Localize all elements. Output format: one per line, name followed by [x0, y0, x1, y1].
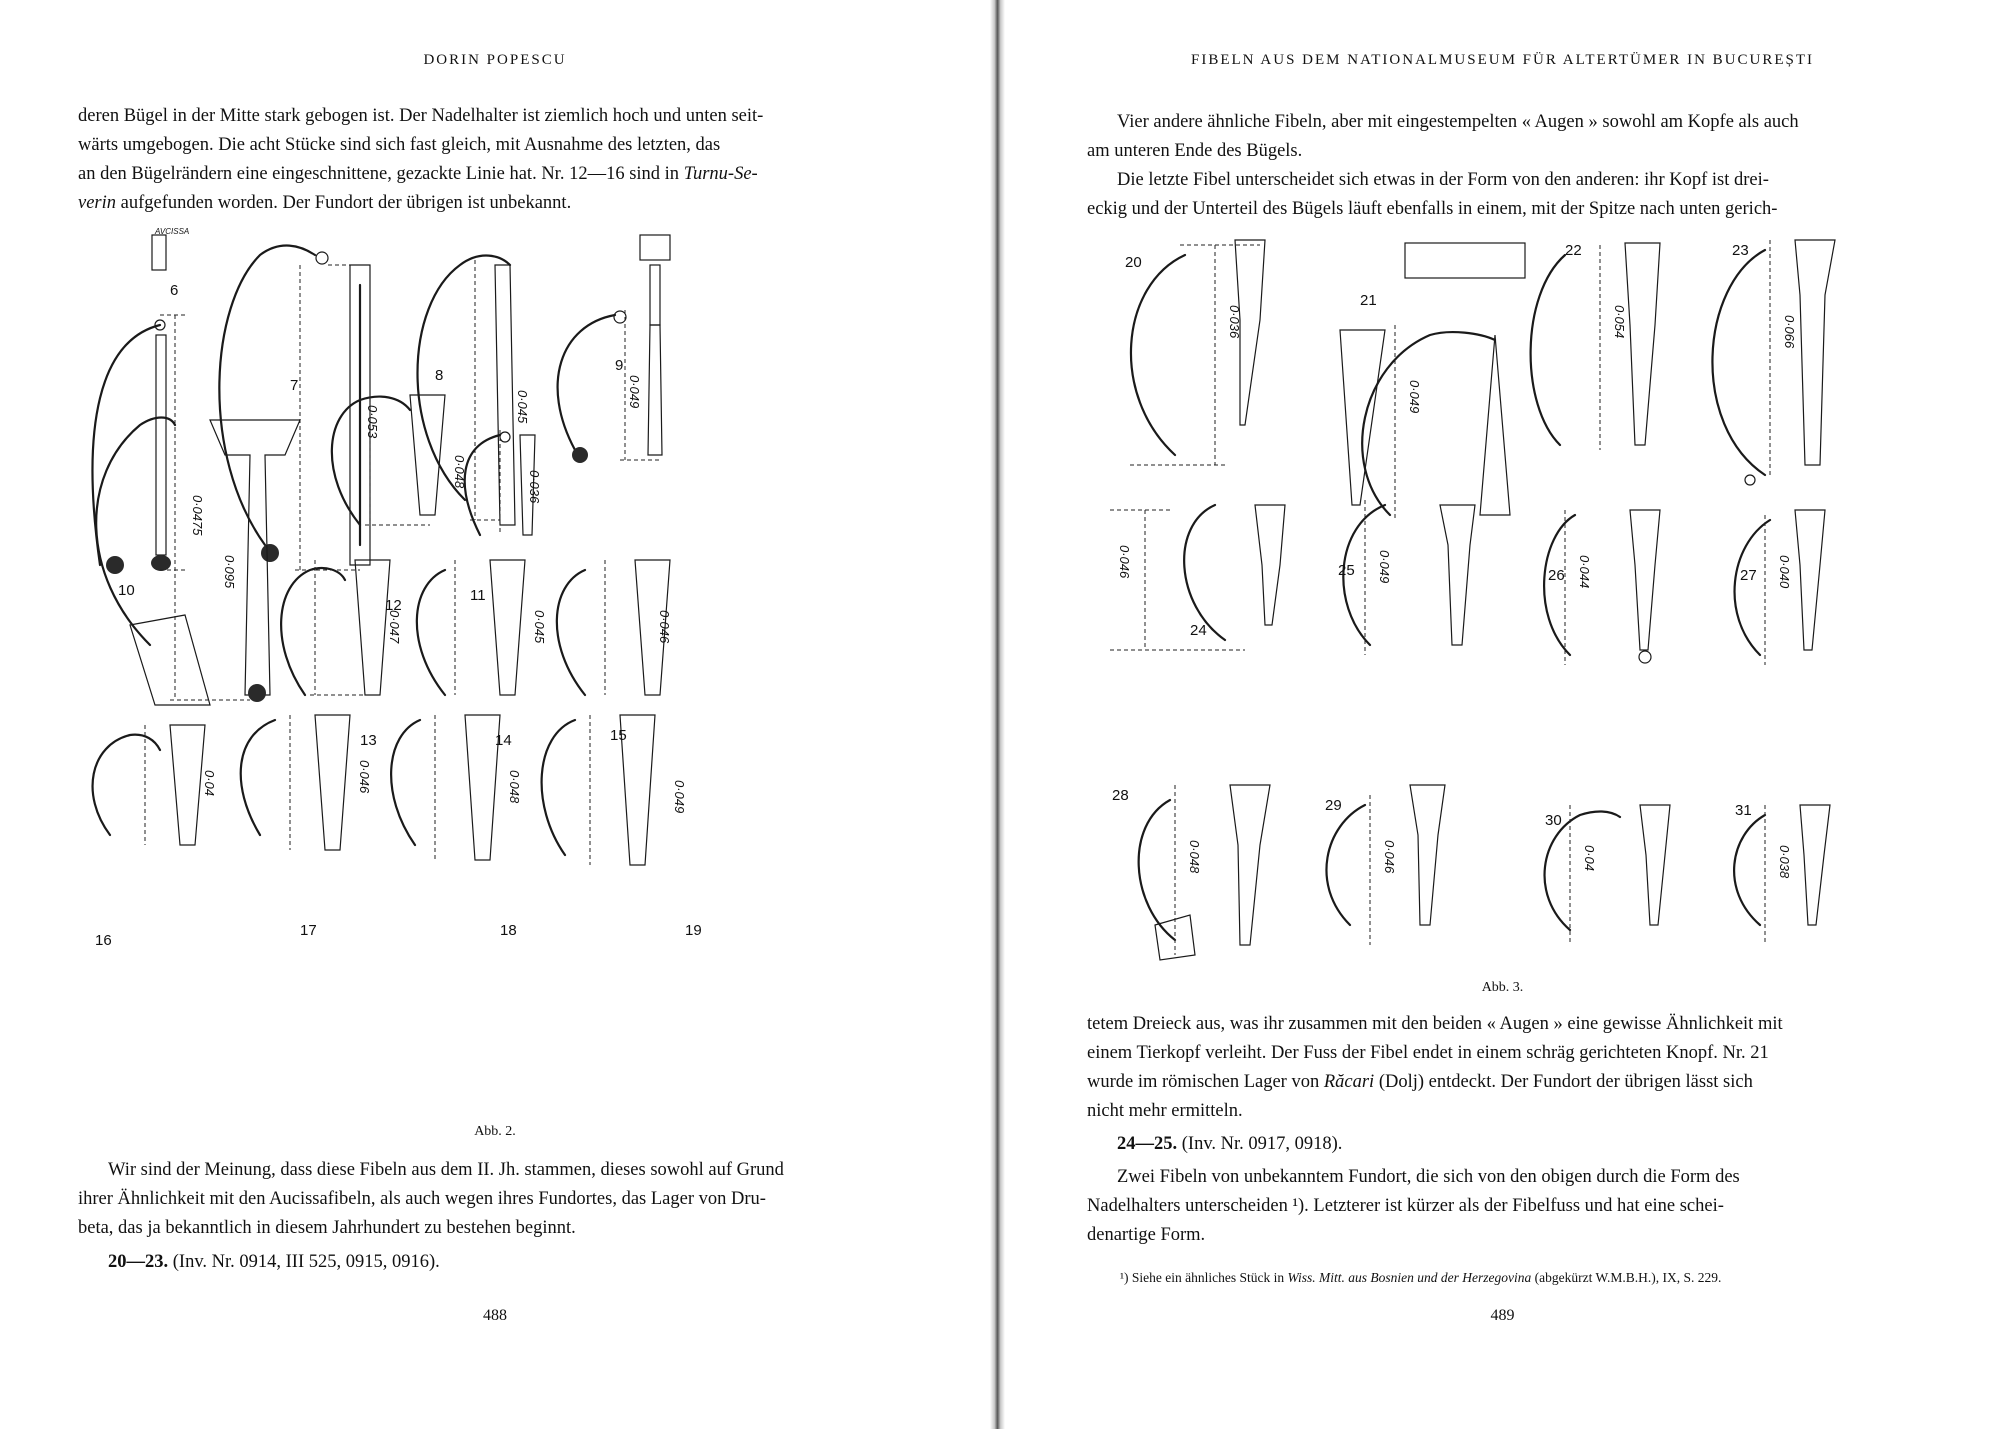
text-line: Wir sind der Meinung, dass diese Fibeln aus dem II. Jh. stammen, dieses sowohl auf Grund — [108, 1160, 784, 1180]
right-paragraph-4 — [1087, 1163, 1912, 1250]
figure-label: 27 — [1740, 567, 1757, 584]
figure-measure: 0·053 — [365, 405, 380, 439]
section-heading-24-25 — [1117, 1134, 1342, 1155]
figure-measure: 0·048 — [452, 455, 467, 489]
running-head-left: DORIN POPESCU — [423, 52, 567, 68]
text-line: deren Bügel in der Mitte stark gebogen ist. Der Nadelhalter ist ziemlich hoch und unten seit- — [78, 106, 764, 126]
text-line: Zwei Fibeln von unbekanntem Fundort, die sich von den obigen durch die Form des — [1117, 1167, 1740, 1187]
text-line: am unteren Ende des Bügels. — [1087, 141, 1303, 161]
figure-label: 16 — [95, 932, 112, 949]
figure-abb-2 — [60, 225, 880, 1120]
figure-measure: 0·049 — [1377, 550, 1392, 584]
figure-label: 14 — [495, 732, 512, 749]
figure-label: 6 — [170, 282, 179, 299]
section-inventory: (Inv. Nr. 0917, 0918). — [1181, 1134, 1343, 1154]
fibula-19 — [542, 715, 655, 865]
figure-label: 22 — [1565, 242, 1582, 259]
book-gutter — [990, 0, 1005, 1429]
figure-measure: 0·038 — [1777, 845, 1792, 879]
section-heading-20-23 — [108, 1252, 440, 1273]
text-line: Nadelhalters unterscheiden ¹). Letzterer ist kürzer als der Fibelfuss und hat eine schei- — [1087, 1196, 1724, 1216]
figure-label: 30 — [1545, 812, 1562, 829]
text-line: nicht mehr ermitteln. — [1087, 1101, 1243, 1121]
text-line: ihrer Ähnlichkeit mit den Aucissafibeln, als auch wegen ihres Fundortes, das Lager von Dru- — [78, 1189, 766, 1209]
fibula-23 — [1712, 240, 1835, 485]
figure-label: 29 — [1325, 797, 1342, 814]
figure-measure: 0·095 — [222, 555, 237, 589]
figure-label: 10 — [118, 582, 135, 599]
figure-abb-3 — [1100, 225, 1940, 965]
figure-measure: 0·046 — [1117, 545, 1132, 579]
figure-measure: 0·044 — [1577, 555, 1592, 589]
figure-label: 13 — [360, 732, 377, 749]
footnote-text: Siehe ein ähnliches Stück in — [1131, 1270, 1288, 1285]
figure-measure: 0·04 — [1582, 845, 1597, 872]
footnote-mark: ¹) — [1120, 1270, 1129, 1285]
text-segment: wurde im römischen Lager von — [1087, 1072, 1324, 1092]
page-number-left: 488 — [483, 1307, 507, 1324]
figure-measure: 0·049 — [627, 375, 642, 409]
figure-measure: 0·047 — [387, 610, 402, 644]
text-line: tetem Dreieck aus, was ihr zusammen mit den beiden « Augen » eine gewisse Ähnlichkeit mit — [1087, 1014, 1783, 1034]
left-paragraph-1 — [78, 102, 880, 218]
figure-measure: 0·054 — [1612, 305, 1627, 339]
figure-label: 19 — [685, 922, 702, 939]
figure-measure: 0·036 — [1227, 305, 1242, 339]
place-name: verin — [78, 193, 117, 213]
figure-label: 20 — [1125, 254, 1142, 271]
figure-measure: 0·045 — [532, 610, 547, 644]
figure-measure: 0·066 — [1782, 315, 1797, 349]
figure-caption-abb-3: Abb. 3. — [1481, 980, 1524, 995]
footnote — [1120, 1270, 1940, 1286]
text-line: denartige Form. — [1087, 1225, 1206, 1245]
figure-label: 17 — [300, 922, 317, 939]
text-segment: aufgefunden worden. Der Fundort der übrigen ist unbekannt. — [116, 193, 572, 213]
figure-measure: 0·046 — [657, 610, 672, 644]
figure-label: 26 — [1548, 567, 1565, 584]
text-line: beta, das ja bekanntlich in diesem Jahrhundert zu bestehen beginnt. — [78, 1218, 576, 1238]
fibula-15 — [557, 560, 670, 695]
figure-measure: 0·048 — [507, 770, 522, 804]
figure-label: 18 — [500, 922, 517, 939]
right-page — [1005, 0, 2000, 1429]
left-paragraph-2 — [78, 1156, 880, 1243]
figure-measure: 0·040 — [1777, 555, 1792, 589]
place-name: Turnu-Se- — [683, 164, 758, 184]
figure-label: 21 — [1360, 292, 1377, 309]
figure-measure: 0·046 — [357, 760, 372, 794]
fibula-16 — [93, 725, 205, 845]
fibula-14 — [417, 560, 525, 695]
page-number-right: 489 — [1490, 1307, 1515, 1324]
fibula-25 — [1343, 500, 1475, 655]
footnote-text: (abgekürzt W.M.B.H.), IX, S. 229. — [1531, 1270, 1722, 1285]
figure-measure: 0·049 — [672, 780, 687, 814]
figure-label: 25 — [1338, 562, 1355, 579]
figure-label: 7 — [290, 377, 299, 394]
figure-measure: 0·049 — [1407, 380, 1422, 414]
figure-label: 9 — [615, 357, 624, 374]
figure-label: 15 — [610, 727, 627, 744]
fibula-21 — [1340, 243, 1525, 520]
text-line — [1087, 1068, 1912, 1097]
stamp-text: AVCISSA — [155, 227, 190, 236]
text-line — [78, 160, 880, 189]
text-segment: (Dolj) entdeckt. Der Fundort der übrigen lässt sich — [1374, 1072, 1753, 1092]
place-name: Răcari — [1323, 1072, 1375, 1092]
section-inventory: (Inv. Nr. 0914, III 525, 0915, 0916). — [172, 1252, 440, 1272]
fibula-30 — [1545, 805, 1670, 945]
fibula-26 — [1544, 510, 1660, 665]
figure-label: 8 — [435, 367, 444, 384]
figure-measure: 0·0475 — [190, 495, 205, 536]
figure-measure: 0·04 — [202, 770, 217, 797]
text-line: Die letzte Fibel unterscheidet sich etwas in der Form von den anderen: ihr Kopf ist drei- — [1117, 170, 1769, 190]
fibula-13 — [281, 560, 390, 695]
figure-label: 24 — [1190, 622, 1207, 639]
figure-caption-abb-2: Abb. 2. — [474, 1124, 516, 1139]
text-line: Vier andere ähnliche Fibeln, aber mit eingestempelten « Augen » sowohl am Kopfe als auch — [1117, 112, 1799, 132]
fibula-12 — [332, 395, 445, 525]
fibula-22 — [1531, 243, 1660, 450]
fibula-18 — [391, 715, 500, 860]
figure-label: 23 — [1732, 242, 1749, 259]
footnote-title: Wiss. Mitt. aus Bosnien und der Herzegovina — [1287, 1270, 1532, 1285]
figure-measure: 0·036 — [527, 470, 542, 504]
figure-label: 11 — [470, 587, 486, 604]
running-head-right: FIBELN AUS DEM NATIONALMUSEUM FÜR ALTERTÜMER IN BUCUREȘTI — [1191, 52, 1814, 68]
figure-measure: 0·045 — [515, 390, 530, 424]
fibula-20 — [1130, 240, 1265, 465]
figure-measure: 0·046 — [1382, 840, 1397, 874]
fibula-28 — [1139, 785, 1270, 960]
text-segment: an den Bügelrändern eine eingeschnittene, gezackte Linie hat. Nr. 12—16 sind in — [78, 164, 684, 184]
section-number: 24—25. — [1117, 1134, 1178, 1154]
left-page — [0, 0, 990, 1429]
fibula-17 — [241, 715, 350, 850]
section-number: 20—23. — [108, 1252, 169, 1272]
text-line — [78, 189, 880, 218]
figure-label: 28 — [1112, 787, 1129, 804]
figure-label: 31 — [1735, 802, 1752, 819]
text-line: wärts umgebogen. Die acht Stücke sind sich fast gleich, mit Ausnahme des letzten, das — [78, 135, 721, 155]
figure-label: 12 — [385, 597, 402, 614]
right-paragraph-3 — [1087, 1010, 1912, 1126]
fibula-9 — [558, 235, 670, 463]
right-paragraph-1 — [1087, 108, 1912, 224]
text-line: einem Tierkopf verleiht. Der Fuss der Fibel endet in einem schräg gerichteten Knopf. Nr. 21 — [1087, 1043, 1769, 1063]
text-line: eckig und der Unterteil des Bügels läuft ebenfalls in einem, mit der Spitze nach unten gerich- — [1087, 199, 1778, 219]
figure-measure: 0·048 — [1187, 840, 1202, 874]
